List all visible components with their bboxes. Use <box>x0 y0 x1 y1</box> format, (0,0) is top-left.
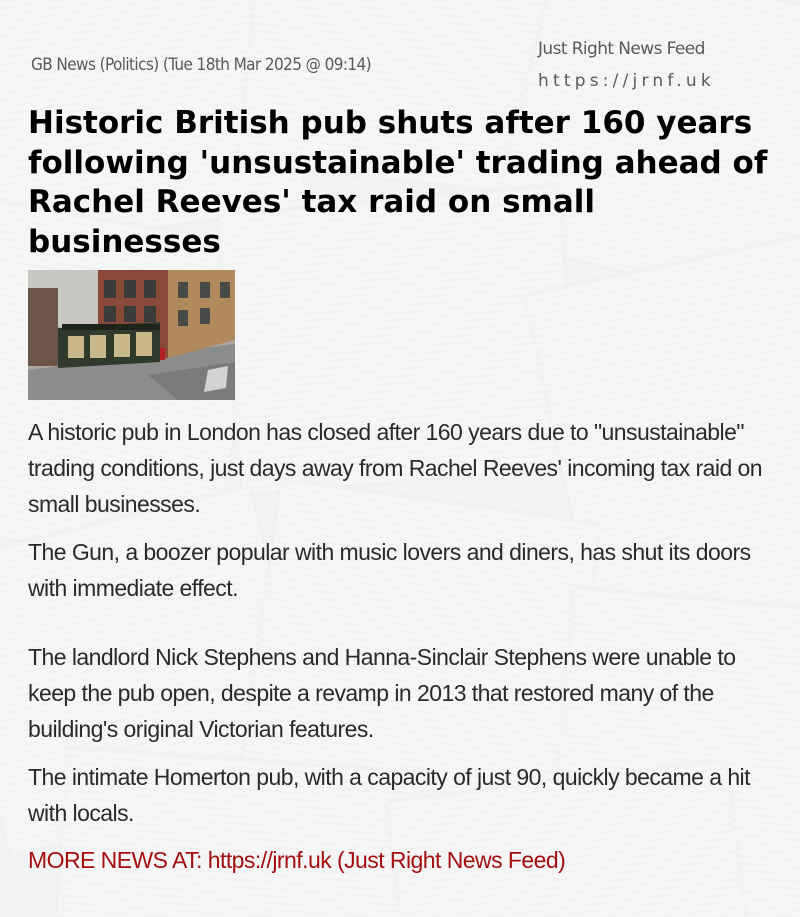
article-paragraph: The landlord Nick Stephens and Hanna-Sinclair Stephens were unable to keep the pub open, despite a revamp in 2013 that restored many of the building's original Victorian features. <box>28 644 736 742</box>
pub-photo <box>28 270 235 400</box>
more-news-link[interactable]: https://jrnf.uk <box>207 847 332 873</box>
feed-url[interactable]: https://jrnf.uk <box>538 71 715 91</box>
article-headline: Historic British pub shuts after 160 years following 'unsustainable' trading ahead of Rachel Reeves' tax raid on small businesses <box>28 105 768 260</box>
more-news-prefix: MORE NEWS AT: <box>28 847 208 873</box>
article-paragraph: The Gun, a boozer popular with music lovers and diners, has shut its doors with immediate effect. <box>28 539 751 601</box>
article-paragraph: A historic pub in London has closed after 160 years due to "unsustainable" trading conditions, just days away from Rachel Reeves' incoming tax raid on small businesses. <box>28 419 763 517</box>
more-news-suffix: (Just Right News Feed) <box>331 847 566 873</box>
article-paragraph: The intimate Homerton pub, with a capacity of just 90, quickly became a hit with locals. <box>28 764 750 826</box>
more-news-footer <box>28 842 565 878</box>
source-line: GB News (Politics) (Tue 18th Mar 2025 @ 09:14) <box>31 55 372 75</box>
feed-name: Just Right News Feed <box>538 39 705 59</box>
